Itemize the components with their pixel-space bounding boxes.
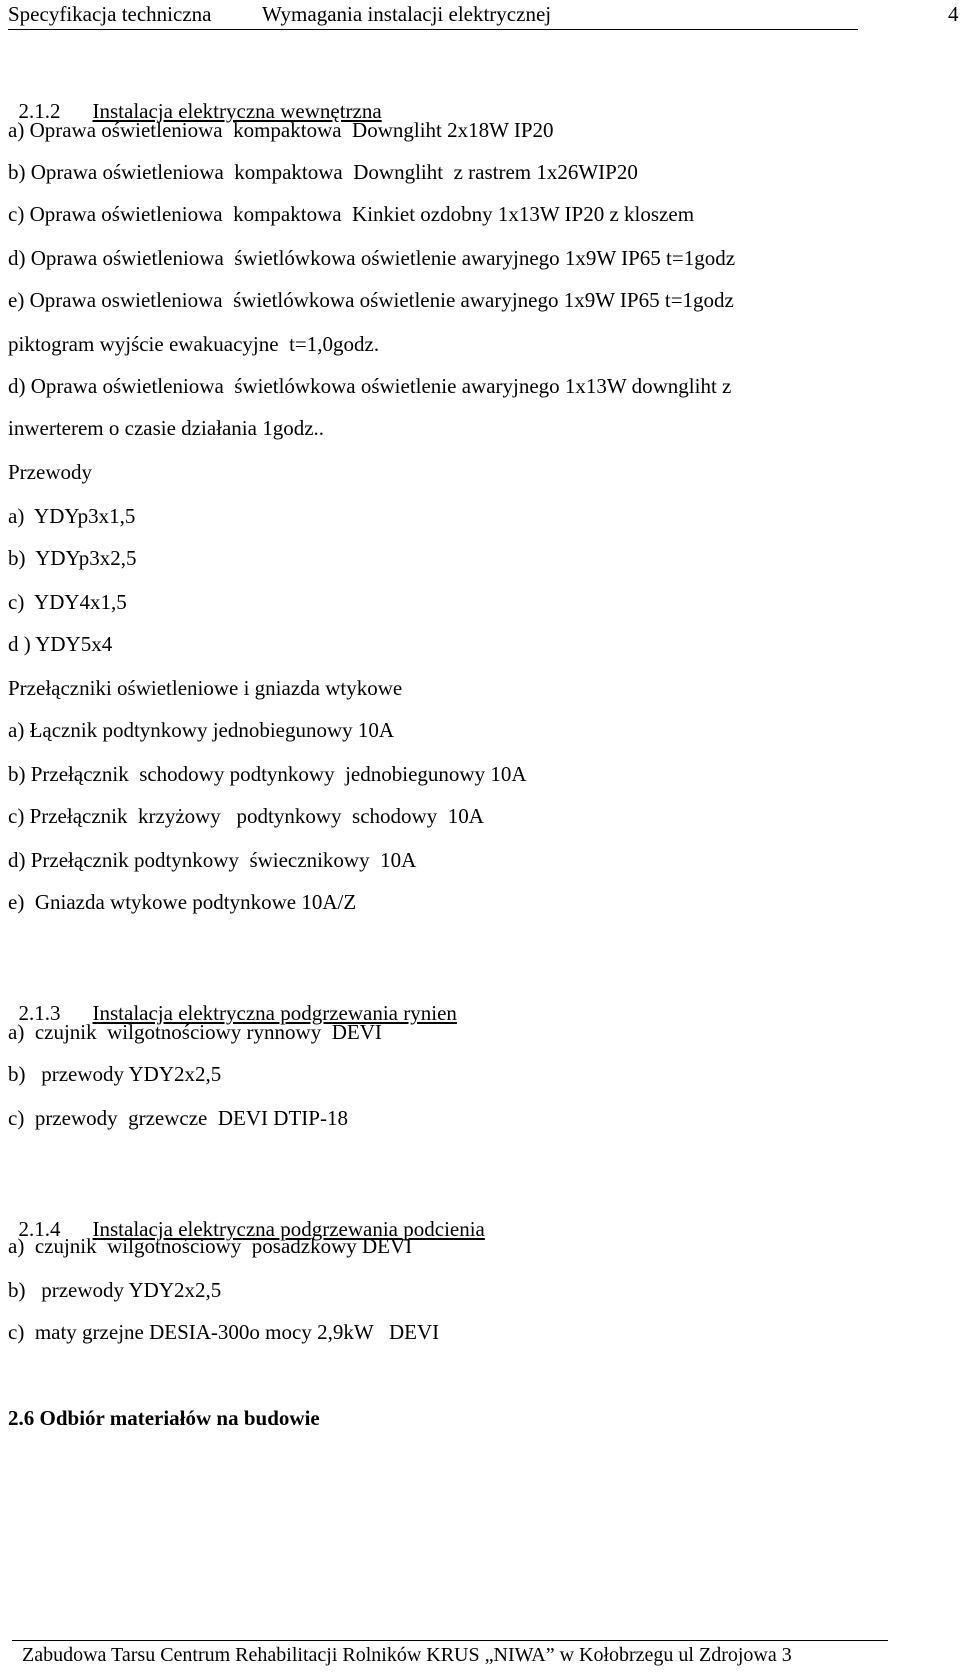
- section-heading-2-1-2: [8, 74, 382, 124]
- page-number: 4: [948, 2, 959, 26]
- list-item: a) czujnik wilgotnościowy posadzkowy DEVI: [8, 1234, 413, 1258]
- header-rule: [8, 29, 858, 30]
- list-item: a) Łącznik podtynkowy jednobiegunowy 10A: [8, 718, 395, 742]
- list-item: b) Oprawa oświetleniowa kompaktowa Downgliht z rastrem 1x26WIP20: [8, 160, 638, 184]
- page-footer: Zabudowa Tarsu Centrum Rehabilitacji Rolników KRUS „NIWA” w Kołobrzegu ul Zdrojowa 3: [22, 1644, 792, 1666]
- list-item: b) YDYp3x2,5: [8, 546, 137, 570]
- list-item: piktogram wyjście ewakuacyjne t=1,0godz.: [8, 332, 380, 356]
- list-item: d ) YDY5x4: [8, 632, 113, 656]
- list-item: e) Gniazda wtykowe podtynkowe 10A/Z: [8, 890, 357, 914]
- list-item: d) Oprawa oświetleniowa świetlówkowa oświetlenie awaryjnego 1x13W downgliht z: [8, 374, 732, 398]
- list-item: c) Przełącznik krzyżowy podtynkowy schodowy 10A: [8, 804, 484, 828]
- section-title: Instalacja elektryczna podgrzewania rynien: [92, 1001, 457, 1025]
- list-item: b) przewody YDY2x2,5: [8, 1062, 222, 1086]
- subheading: Przełączniki oświetleniowe i gniazda wtykowe: [8, 676, 403, 700]
- list-item: a) Oprawa oświetleniowa kompaktowa Downgliht 2x18W IP20: [8, 118, 554, 142]
- list-item: b) Przełącznik schodowy podtynkowy jednobiegunowy 10A: [8, 762, 527, 786]
- section-heading-2-1-3: [8, 976, 457, 1026]
- section-number: 2.1.2: [18, 99, 61, 123]
- section-title: Instalacja elektryczna wewnętrzna: [92, 99, 382, 123]
- section-number: 2.1.4: [18, 1217, 61, 1241]
- list-item: d) Oprawa oświetleniowa świetlówkowa oświetlenie awaryjnego 1x9W IP65 t=1godz: [8, 246, 736, 270]
- header-document-title: Specyfikacja techniczna: [8, 2, 212, 26]
- list-item: a) czujnik wilgotnościowy rynnowy DEVI: [8, 1020, 382, 1044]
- header-section-title: Wymagania instalacji elektrycznej: [262, 2, 552, 26]
- section-title: Instalacja elektryczna podgrzewania podcienia: [92, 1217, 485, 1241]
- list-item: inwerterem o czasie działania 1godz..: [8, 416, 325, 440]
- list-item: c) Oprawa oświetleniowa kompaktowa Kinkiet ozdobny 1x13W IP20 z kloszem: [8, 202, 695, 226]
- list-item: d) Przełącznik podtynkowy świecznikowy 10A: [8, 848, 417, 872]
- footer-rule: [12, 1640, 888, 1641]
- page-header: [4, 0, 960, 30]
- list-item: a) YDYp3x1,5: [8, 504, 136, 528]
- list-item: c) maty grzejne DESIA-300o mocy 2,9kW DEVI: [8, 1320, 440, 1344]
- list-item: b) przewody YDY2x2,5: [8, 1278, 222, 1302]
- section-number: 2.1.3: [18, 1001, 61, 1025]
- subheading: Przewody: [8, 460, 92, 484]
- section-heading-2-6: 2.6 Odbiór materiałów na budowie: [8, 1406, 320, 1430]
- list-item: c) przewody grzewcze DEVI DTIP-18: [8, 1106, 348, 1130]
- list-item: e) Oprawa oswietleniowa świetlówkowa oświetlenie awaryjnego 1x9W IP65 t=1godz: [8, 288, 734, 312]
- list-item: c) YDY4x1,5: [8, 590, 127, 614]
